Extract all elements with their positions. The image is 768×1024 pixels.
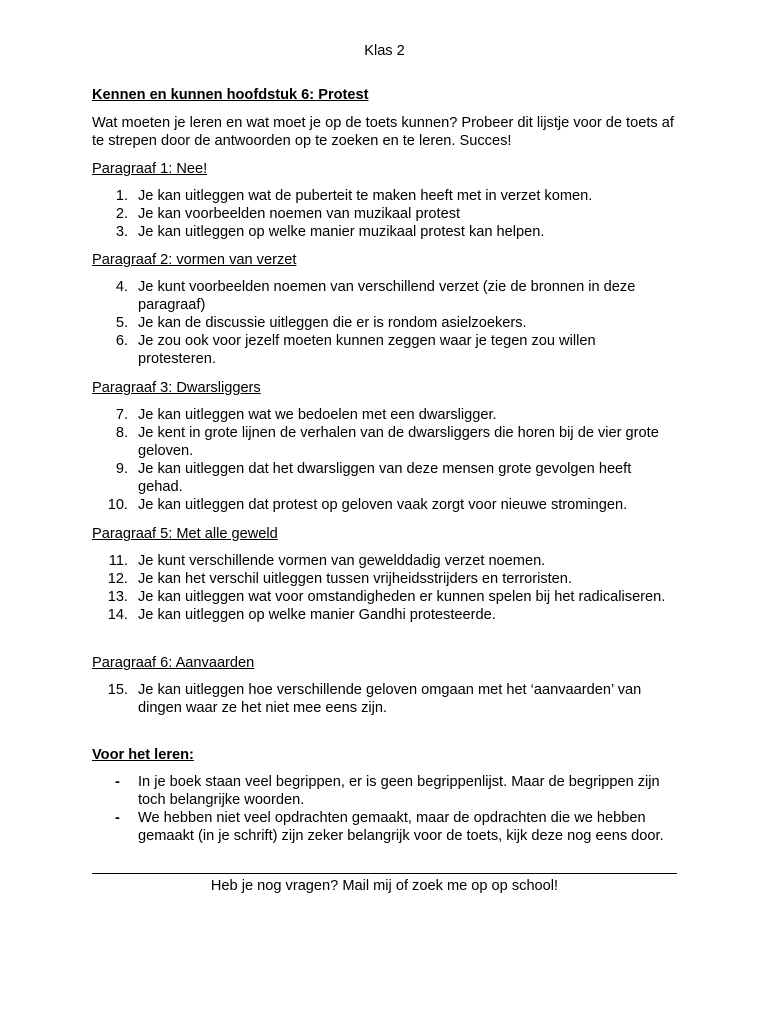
item-text: Je kan voorbeelden noemen van muzikaal protest <box>138 206 461 222</box>
section-heading: Paragraaf 2: vormen van verzet <box>92 252 297 268</box>
item-text: Je kunt voorbeelden noemen van verschillend verzet (zie de bronnen in deze paragraaf) <box>138 279 636 313</box>
list-item <box>92 332 677 368</box>
objective-list <box>92 187 677 241</box>
document-title: Kennen en kunnen hoofdstuk 6: Protest <box>92 87 369 103</box>
item-number: 11. <box>108 553 128 569</box>
dash-bullet: - <box>115 774 120 790</box>
item-number: 12. <box>107 571 128 587</box>
objective-list <box>92 681 677 717</box>
section-heading: Paragraaf 5: Met alle geweld <box>92 526 278 542</box>
section-heading: Paragraaf 6: Aanvaarden <box>92 655 255 671</box>
list-item <box>92 460 677 496</box>
item-number: 2. <box>115 206 128 222</box>
item-text: Je kan uitleggen wat voor omstandigheden er kunnen spelen bij het radicaliseren. <box>138 589 666 605</box>
item-text: Je kunt verschillende vormen van gewelddadig verzet noemen. <box>138 553 546 569</box>
item-number: 4. <box>115 279 128 295</box>
list-item <box>92 406 677 424</box>
objective-list <box>92 406 677 514</box>
item-number: 8. <box>115 425 128 441</box>
footer-text: Heb je nog vragen? Mail mij of zoek me op op school! <box>210 878 559 894</box>
item-text: Je kan uitleggen op welke manier muzikaal protest kan helpen. <box>138 224 545 240</box>
list-item <box>92 223 677 241</box>
item-number: 5. <box>115 315 128 331</box>
item-number: 13. <box>107 589 128 605</box>
item-text: Je kan uitleggen op welke manier Gandhi protesteerde. <box>138 607 496 623</box>
item-number: 3. <box>115 224 128 240</box>
objective-list <box>92 552 677 624</box>
item-number: 1. <box>115 188 128 204</box>
intro-paragraph: Wat moeten je leren en wat moet je op de toets kunnen? Probeer dit lijstje voor de toets af te strepen door de antwoorden op te zoeken en te leren. Succes! <box>92 115 674 149</box>
item-text: Je kan uitleggen dat het dwarsliggen van deze mensen grote gevolgen heeft gehad. <box>138 461 632 495</box>
class-label: Klas 2 <box>364 43 405 59</box>
list-item <box>92 496 677 514</box>
dash-bullet: - <box>115 810 120 826</box>
list-item <box>92 588 677 606</box>
item-number: 14. <box>107 607 128 623</box>
note-text: We hebben niet veel opdrachten gemaakt, maar de opdrachten die we hebben gemaakt (in je schrift) zijn zeker belangrijk voor de toets, kijk deze nog eens door. <box>138 810 664 844</box>
section-paragraaf-3 <box>92 379 677 514</box>
list-item <box>92 187 677 205</box>
section-heading: Paragraaf 1: Nee! <box>92 161 208 177</box>
footer-divider <box>92 873 677 874</box>
section-heading: Paragraaf 3: Dwarsliggers <box>92 380 261 396</box>
list-item <box>92 809 677 845</box>
item-text: Je kan uitleggen dat protest op geloven vaak zorgt voor nieuwe stromingen. <box>138 497 628 513</box>
list-item <box>92 205 677 223</box>
list-item <box>92 773 677 809</box>
notes-list <box>92 773 677 845</box>
list-item <box>92 552 677 570</box>
item-number: 7. <box>115 407 128 423</box>
item-number: 9. <box>115 461 128 477</box>
item-text: Je kan het verschil uitleggen tussen vrijheidsstrijders en terroristen. <box>138 571 572 587</box>
study-notes <box>92 746 677 845</box>
list-item <box>92 681 677 717</box>
section-paragraaf-2 <box>92 251 677 368</box>
list-item <box>92 424 677 460</box>
notes-heading: Voor het leren: <box>92 747 194 763</box>
item-text: Je kan uitleggen wat de puberteit te maken heeft met in verzet komen. <box>138 188 593 204</box>
section-paragraaf-6 <box>92 654 677 717</box>
list-item <box>92 278 677 314</box>
item-text: Je kan de discussie uitleggen die er is rondom asielzoekers. <box>138 315 527 331</box>
objective-list <box>92 278 677 368</box>
section-paragraaf-5 <box>92 525 677 624</box>
section-paragraaf-1 <box>92 160 677 241</box>
item-text: Je kan uitleggen hoe verschillende geloven omgaan met het ‘aanvaarden’ van dingen waar ze het niet mee eens zijn. <box>138 682 642 716</box>
item-text: Je kent in grote lijnen de verhalen van de dwarsliggers die horen bij de vier grote geloven. <box>138 425 659 459</box>
item-number: 10. <box>107 497 128 513</box>
note-text: In je boek staan veel begrippen, er is geen begrippenlijst. Maar de begrippen zijn toch belangrijke woorden. <box>138 774 660 808</box>
list-item <box>92 606 677 624</box>
item-number: 6. <box>115 333 128 349</box>
item-number: 15. <box>107 682 128 698</box>
item-text: Je zou ook voor jezelf moeten kunnen zeggen waar je tegen zou willen protesteren. <box>138 333 596 367</box>
list-item <box>92 314 677 332</box>
item-text: Je kan uitleggen wat we bedoelen met een dwarsligger. <box>138 407 497 423</box>
list-item <box>92 570 677 588</box>
